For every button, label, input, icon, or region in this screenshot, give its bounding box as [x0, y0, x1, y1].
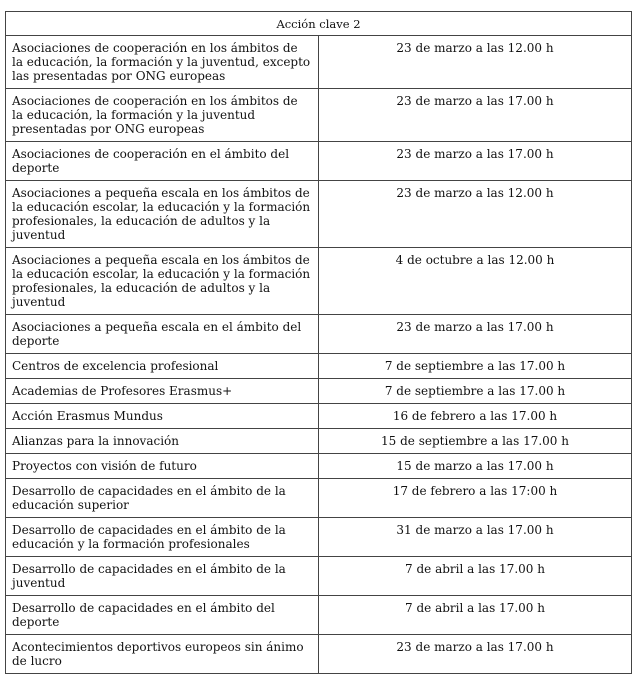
deadline-date: 23 de marzo a las 17.00 h	[319, 315, 632, 354]
action-label: Asociaciones a pequeña escala en el ámbito del deporte	[6, 315, 319, 354]
action-label: Desarrollo de capacidades en el ámbito de la educación superior	[6, 479, 319, 518]
action-label: Desarrollo de capacidades en el ámbito de la juventud	[6, 557, 319, 596]
table-row	[6, 596, 632, 635]
action-label: Academias de Profesores Erasmus+	[6, 379, 319, 404]
action-label: Asociaciones a pequeña escala en los ámbitos de la educación escolar, la educación y la formación profesionales, la educación de adultos y la juventud	[6, 181, 319, 248]
table-row	[6, 635, 632, 674]
deadline-date: 7 de septiembre a las 17.00 h	[319, 379, 632, 404]
table-row	[6, 181, 632, 248]
deadline-date: 7 de abril a las 17.00 h	[319, 557, 632, 596]
deadline-date: 23 de marzo a las 17.00 h	[319, 142, 632, 181]
table-row	[6, 89, 632, 142]
deadline-table-container	[5, 11, 632, 674]
deadline-table	[5, 11, 632, 674]
table-row	[6, 404, 632, 429]
table-row	[6, 454, 632, 479]
deadline-date: 4 de octubre a las 12.00 h	[319, 248, 632, 315]
table-row	[6, 479, 632, 518]
deadline-date: 23 de marzo a las 12.00 h	[319, 36, 632, 89]
action-label: Asociaciones de cooperación en el ámbito del deporte	[6, 142, 319, 181]
deadline-date: 15 de septiembre a las 17.00 h	[319, 429, 632, 454]
action-label: Acción Erasmus Mundus	[6, 404, 319, 429]
action-label: Desarrollo de capacidades en el ámbito del deporte	[6, 596, 319, 635]
action-label: Asociaciones de cooperación en los ámbitos de la educación, la formación y la juventud presentadas por ONG europeas	[6, 89, 319, 142]
action-label: Asociaciones a pequeña escala en los ámbitos de la educación escolar, la educación y la formación profesionales, la educación de adultos y la juventud	[6, 248, 319, 315]
table-row	[6, 379, 632, 404]
action-label: Acontecimientos deportivos europeos sin ánimo de lucro	[6, 635, 319, 674]
table-row	[6, 248, 632, 315]
table-header-row	[6, 12, 632, 36]
deadline-date: 23 de marzo a las 17.00 h	[319, 89, 632, 142]
action-label: Proyectos con visión de futuro	[6, 454, 319, 479]
deadline-date: 16 de febrero a las 17.00 h	[319, 404, 632, 429]
table-row	[6, 429, 632, 454]
deadline-date: 17 de febrero a las 17:00 h	[319, 479, 632, 518]
table-row	[6, 36, 632, 89]
deadline-date: 7 de abril a las 17.00 h	[319, 596, 632, 635]
deadline-date: 23 de marzo a las 17.00 h	[319, 635, 632, 674]
table-row	[6, 518, 632, 557]
deadline-date: 15 de marzo a las 17.00 h	[319, 454, 632, 479]
action-label: Asociaciones de cooperación en los ámbitos de la educación, la formación y la juventud, excepto las presentadas por ONG europeas	[6, 36, 319, 89]
table-row	[6, 354, 632, 379]
table-header: Acción clave 2	[6, 12, 632, 36]
deadline-date: 7 de septiembre a las 17.00 h	[319, 354, 632, 379]
action-label: Centros de excelencia profesional	[6, 354, 319, 379]
action-label: Desarrollo de capacidades en el ámbito de la educación y la formación profesionales	[6, 518, 319, 557]
deadline-date: 23 de marzo a las 12.00 h	[319, 181, 632, 248]
deadline-date: 31 de marzo a las 17.00 h	[319, 518, 632, 557]
table-row	[6, 315, 632, 354]
action-label: Alianzas para la innovación	[6, 429, 319, 454]
table-row	[6, 557, 632, 596]
table-row	[6, 142, 632, 181]
